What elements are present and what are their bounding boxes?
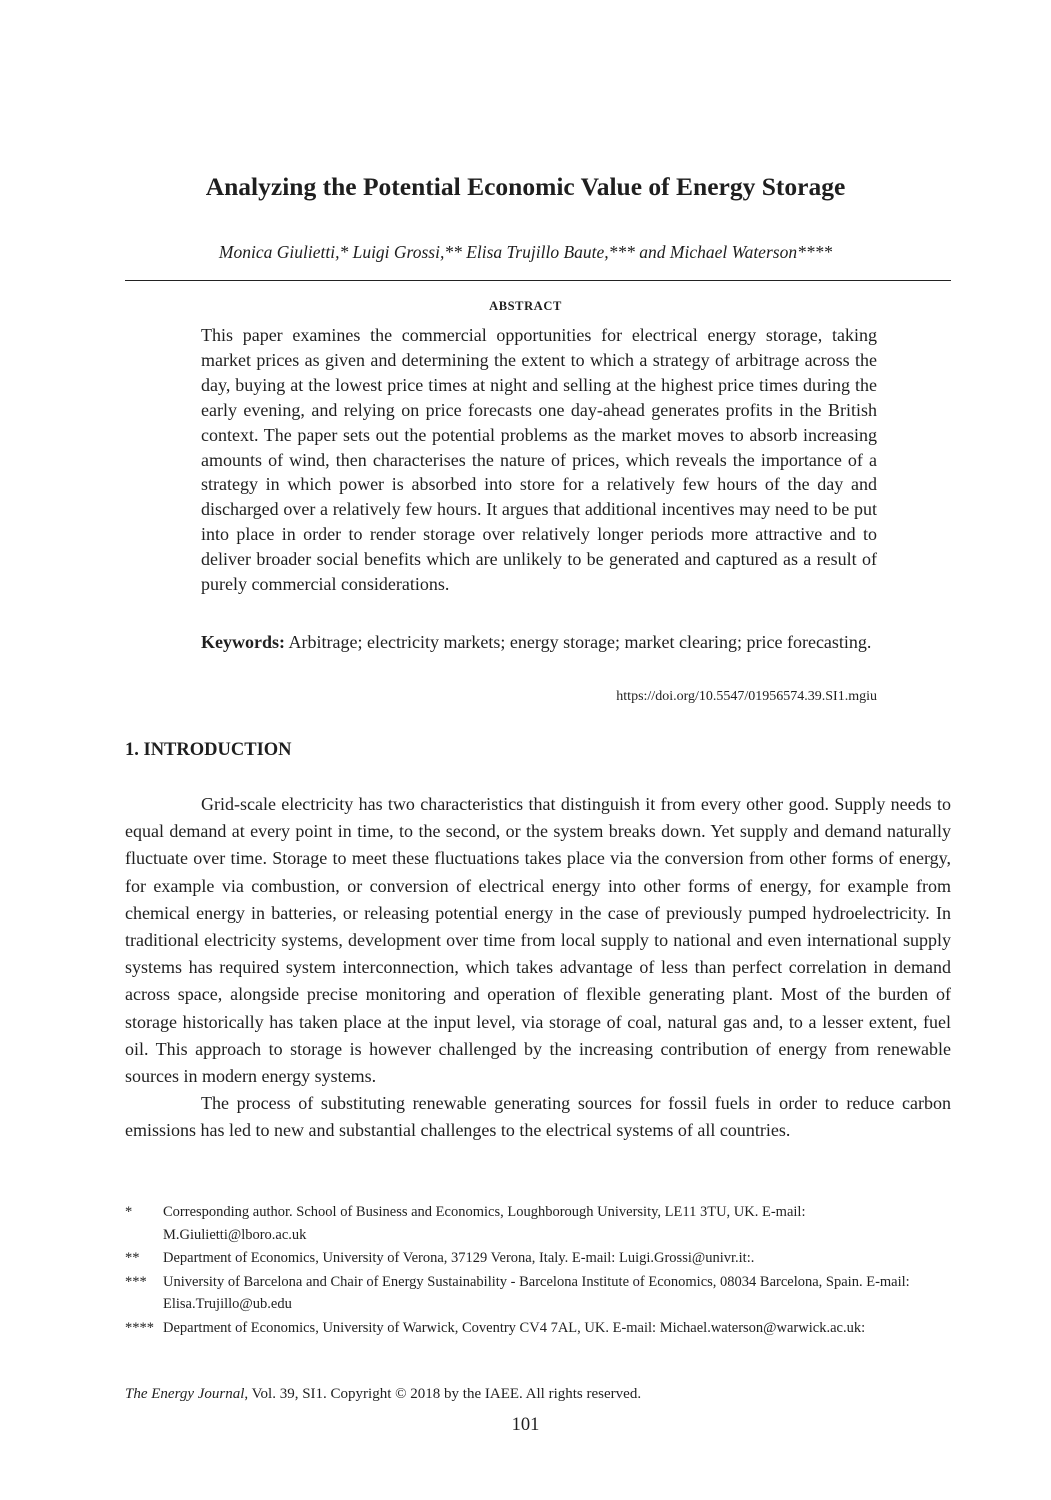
footnote-text: Corresponding author. School of Business and Economics, Loughborough University, LE11 3TU, UK. E-mail: M.Giulietti@lboro.ac.uk — [163, 1204, 806, 1243]
footnote-text: Department of Economics, University of Warwick, Coventry CV4 7AL, UK. E-mail: Michael.waterson@warwick.ac.uk: — [163, 1319, 866, 1336]
keywords — [201, 630, 877, 655]
keywords-label: Keywords: — [201, 632, 285, 652]
footnotes — [125, 1201, 935, 1340]
header-divider — [125, 280, 951, 281]
footnote-text: University of Barcelona and Chair of Energy Sustainability - Barcelona Institute of Economics, 08034 Barcelona, Spain. E-mail: Elisa.Trujillo@ub.edu — [163, 1273, 910, 1312]
footnote — [125, 1271, 935, 1316]
journal-citation — [125, 1386, 641, 1403]
journal-name: The Energy Journal — [125, 1386, 245, 1402]
abstract-heading: ABSTRACT — [489, 299, 562, 313]
paper-title: Analyzing the Potential Economic Value of Energy Storage — [205, 172, 846, 201]
abstract-text: This paper examines the commercial opportunities for electrical energy storage, taking market prices as given and determining the extent to which a strategy of arbitrage across the day, buying at the lowest price times at night and selling at the highest price times during the early evening, and relying on price forecasts one day-ahead generates profits in the British context. The paper sets out the potential problems as the market moves to absorb increasing amounts of wind, then characterises the nature of prices, which reveals the importance of a strategy in which power is absorbed into store for a relatively few hours of the day and discharged over a relatively few hours. It argues that additional incentives may need to be put into place in order to render storage over relatively longer periods more attractive and to deliver broader social benefits which are unlikely to be generated and captured as a result of purely commercial considerations. — [201, 325, 877, 595]
footnote-mark: * — [125, 1204, 133, 1220]
footnote-text: Department of Economics, University of Verona, 37129 Verona, Italy. E-mail: Luigi.Grossi@univr.it:. — [163, 1250, 755, 1266]
journal-details: , Vol. 39, SI1. Copyright © 2018 by the IAEE. All rights reserved. — [244, 1386, 642, 1402]
page-number: 101 — [511, 1415, 540, 1435]
footnote — [125, 1201, 935, 1246]
footnote — [125, 1247, 935, 1270]
doi-link[interactable]: https://doi.org/10.5547/01956574.39.SI1.mgiu — [616, 689, 877, 704]
keywords-text: Arbitrage; electricity markets; energy storage; market clearing; price forecasting. — [288, 632, 872, 652]
body-paragraph: The process of substituting renewable generating sources for fossil fuels in order to reduce carbon emissions has led to new and substantial challenges to the electrical systems of all countries. — [125, 1093, 951, 1141]
footnote-mark: *** — [125, 1273, 147, 1290]
section-heading: 1. INTRODUCTION — [125, 740, 292, 760]
footnote — [125, 1317, 935, 1340]
body-text — [125, 791, 951, 1145]
author-list: Monica Giulietti,* Luigi Grossi,** Elisa Trujillo Baute,*** and Michael Waterson**** — [218, 242, 833, 262]
body-paragraph: Grid-scale electricity has two characteristics that distinguish it from every other good. Supply needs to equal demand at every point in time, to the second, or the system breaks down. Yet supply and demand naturally fluctuate over time. Storage to meet these fluctuations takes place via the conversion from other forms of energy, for example via combustion, or conversion of electrical energy into other forms of energy, for example from chemical energy in batteries, or releasing potential energy in the case of previously pumped hydroelectricity. In traditional electricity systems, development over time from local supply to national and even international supply systems has required system interconnection, which takes advantage of less than perfect correlation in demand across space, alongside precise monitoring and operation of flexible generating plant. Most of the burden of storage historically has taken place at the input level, via storage of coal, natural gas and, to a lesser extent, fuel oil. This approach to storage is however challenged by the increasing contribution of energy from renewable sources in modern energy systems. — [125, 794, 951, 1087]
footnote-mark: ** — [125, 1250, 140, 1266]
footnote-mark: **** — [125, 1319, 154, 1336]
